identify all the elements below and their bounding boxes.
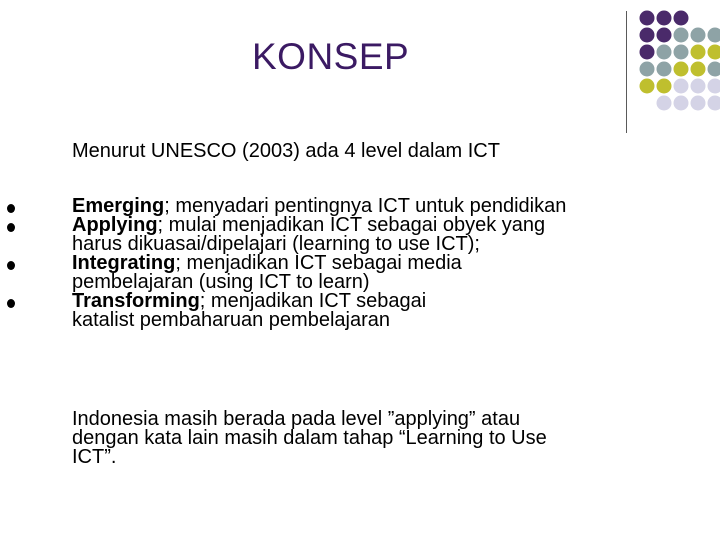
decorative-dot	[674, 62, 689, 77]
decorative-dot	[640, 62, 655, 77]
bullet-dot-icon	[7, 223, 15, 232]
decorative-dot	[691, 28, 706, 43]
bullet-description: ; menjadikan ICT sebagai	[199, 290, 427, 312]
decorative-dot	[657, 28, 672, 43]
bullet-dot-icon	[7, 261, 15, 270]
bullet-continuation: harus dikuasai/dipelajari (learning to use ICT);	[72, 233, 480, 255]
bullet-description: ; menjadikan ICT sebagai media	[175, 252, 462, 274]
bullet-continuation: pembelajaran (using ICT to learn)	[72, 271, 370, 293]
conclusion-text	[72, 410, 672, 467]
decorative-dot	[691, 45, 706, 60]
decorative-dot	[657, 11, 672, 26]
conclusion-line: ICT”.	[72, 446, 117, 468]
conclusion-line: dengan kata lain masih dalam tahap “Learning to Use	[72, 427, 547, 449]
intro-text: Menurut UNESCO (2003) ada 4 level dalam ICT	[72, 140, 500, 162]
decorative-dot	[674, 11, 689, 26]
slide-title: KONSEP	[252, 36, 410, 77]
bullet-item-integrating	[72, 254, 692, 292]
decorative-dot	[708, 28, 720, 43]
bullet-term: Integrating	[72, 252, 176, 274]
bullet-dot-icon	[7, 299, 15, 308]
decorative-dot	[708, 79, 720, 94]
decorative-dot	[640, 28, 655, 43]
decorative-dot	[657, 62, 672, 77]
bullet-list	[72, 197, 692, 330]
decorative-dot	[674, 45, 689, 60]
decorative-dot	[657, 79, 672, 94]
bullet-term: Transforming	[72, 290, 200, 312]
decorative-dot	[674, 28, 689, 43]
decorative-dot	[657, 45, 672, 60]
decorative-dot	[657, 96, 672, 111]
decorative-dot	[640, 79, 655, 94]
vertical-divider	[626, 11, 627, 133]
decorative-dot	[640, 11, 655, 26]
bullet-term: Emerging	[72, 195, 165, 217]
bullet-description: ; menyadari pentingnya ICT untuk pendidikan	[164, 195, 567, 217]
decorative-dot	[691, 79, 706, 94]
bullet-item-applying	[72, 216, 692, 254]
decorative-dot	[708, 62, 720, 77]
decorative-dot	[674, 79, 689, 94]
decorative-dot	[708, 96, 720, 111]
decorative-dot	[640, 45, 655, 60]
bullet-dot-icon	[7, 204, 15, 213]
decorative-dot	[674, 96, 689, 111]
bullet-term: Applying	[72, 214, 158, 236]
decorative-dot	[691, 96, 706, 111]
bullet-continuation: katalist pembaharuan pembelajaran	[72, 309, 390, 331]
decorative-dot	[708, 45, 720, 60]
bullet-item-transforming	[72, 292, 692, 330]
conclusion-line: Indonesia masih berada pada level ”applying” atau	[72, 408, 521, 430]
decorative-dot	[691, 62, 706, 77]
bullet-description: ; mulai menjadikan ICT sebagai obyek yang	[157, 214, 546, 236]
